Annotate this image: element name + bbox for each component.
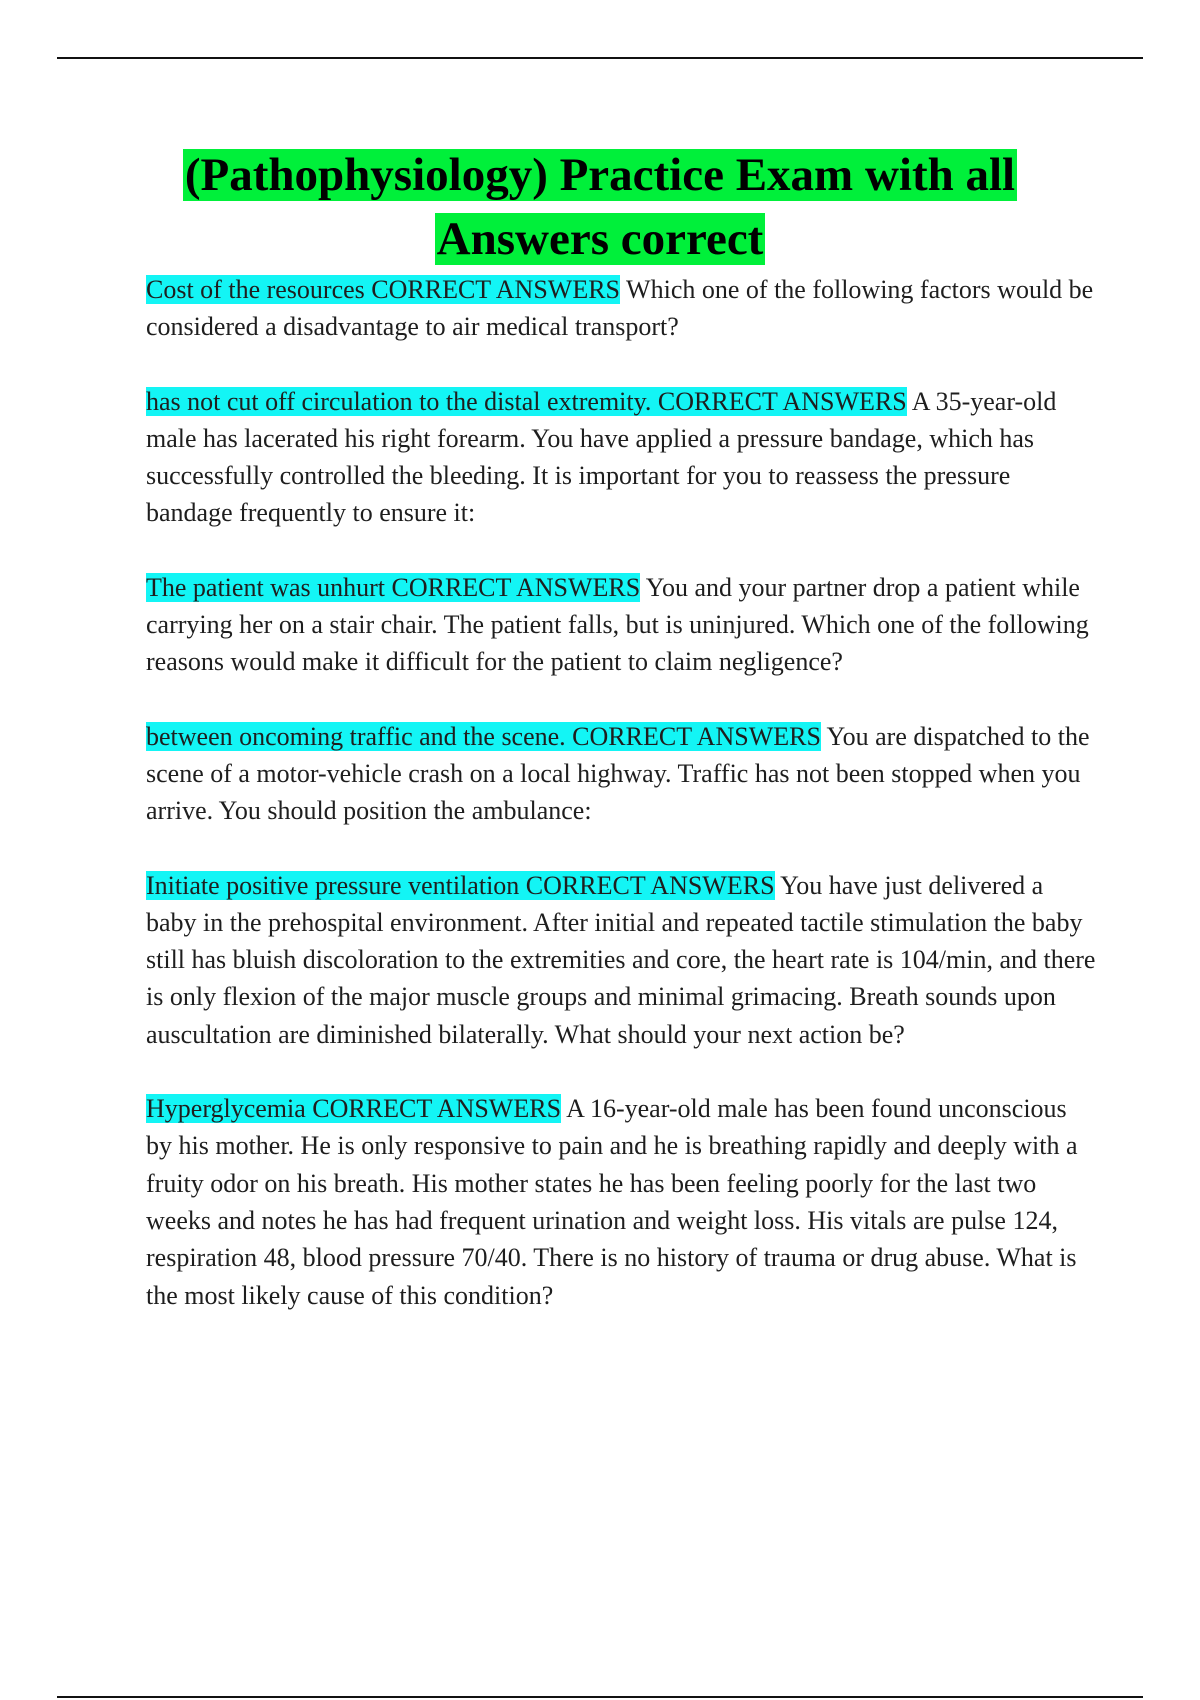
qa-item <box>146 271 1096 346</box>
qa-item <box>146 569 1096 681</box>
qa-item <box>146 867 1096 1053</box>
qa-item <box>146 383 1096 532</box>
top-rule <box>57 57 1143 59</box>
bottom-rule <box>57 1696 1143 1698</box>
answer-text: between oncoming traffic and the scene. CORRECT ANSWERS <box>146 721 821 751</box>
question-text: A 16-year-old male has been found unconscious by his mother. He is only responsive to pain and he is breathing rapidly and deeply with a fruity odor on his breath. His mother states he has been feeling poorly for the last two weeks and notes he has had frequent urination and weight loss. His vitals are pulse 124, respiration 48, blood pressure 70/40. There is no history of trauma or drug abuse. What is the most likely cause of this condition? <box>146 1094 1078 1310</box>
answer-text: Initiate positive pressure ventilation CORRECT ANSWERS <box>146 870 775 900</box>
question-text: A 35-year-old male has lacerated his right forearm. You have applied a pressure bandage, which has successfully controlled the bleeding. It is important for you to reassess the pressure bandage frequently to ensure it: <box>146 386 1057 528</box>
document-title <box>100 143 1100 271</box>
question-text: Which one of the following factors would be considered a disadvantage to air medical transport? <box>146 275 1094 342</box>
answer-text: has not cut off circulation to the distal extremity. CORRECT ANSWERS <box>146 386 907 416</box>
qa-item <box>146 1090 1096 1314</box>
question-text: You are dispatched to the scene of a motor-vehicle crash on a local highway. Traffic has not been stopped when you arrive. You should position the ambulance: <box>146 721 1090 826</box>
answer-text: Hyperglycemia CORRECT ANSWERS <box>146 1094 562 1124</box>
qa-item <box>146 718 1096 830</box>
question-text: You and your partner drop a patient while carrying her on a stair chair. The patient falls, but is uninjured. Which one of the following reasons would make it difficult for the patient to claim negligence? <box>146 572 1089 677</box>
answer-text: The patient was unhurt CORRECT ANSWERS <box>146 572 641 602</box>
title-line-2: Answers correct <box>436 213 764 265</box>
title-line-1: (Pathophysiology) Practice Exam with all <box>184 149 1016 201</box>
question-text: You have just delivered a baby in the prehospital environment. After initial and repeated tactile stimulation the baby still has bluish discoloration to the extremities and core, the heart rate is 104/min, and there is only flexion of the major muscle groups and minimal grimacing. Breath sounds upon auscultation are diminished bilaterally. What should your next action be? <box>146 870 1096 1049</box>
qa-list <box>146 271 1096 1351</box>
answer-text: Cost of the resources CORRECT ANSWERS <box>146 275 621 304</box>
